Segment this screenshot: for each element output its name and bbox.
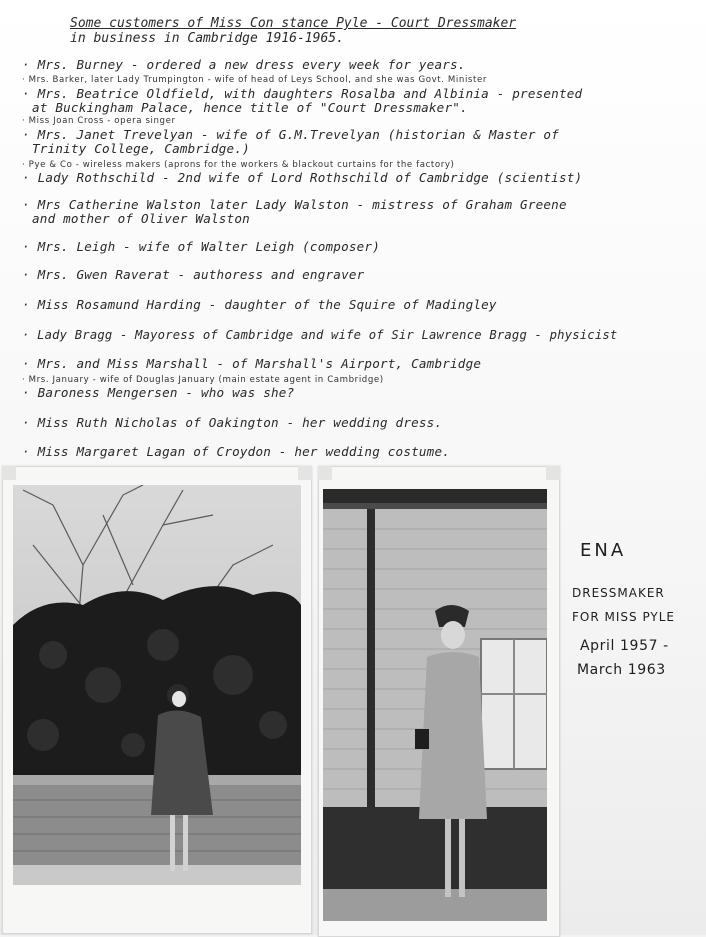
- list-item: · Lady Rothschild - 2nd wife of Lord Rothschild of Cambridge (scientist): [22, 170, 583, 185]
- document-title: [70, 16, 516, 46]
- list-item: · Mrs Catherine Walston later Lady Walston - mistress of Graham Greene: [22, 197, 567, 212]
- list-item: · Mrs. January - wife of Douglas January (main estate agent in Cambridge): [22, 375, 384, 385]
- right-photo-mount: [318, 466, 560, 937]
- list-item: · Lady Bragg - Mayoress of Cambridge and wife of Sir Lawrence Bragg - physicist: [22, 328, 618, 342]
- list-item: · Baroness Mengersen - who was she?: [22, 385, 295, 400]
- list-item: at Buckingham Palace, hence title of "Court Dressmaker".: [32, 100, 468, 115]
- list-item: · Miss Rosamund Harding - daughter of the Squire of Madingley: [22, 297, 497, 312]
- caption-line-2: FOR MISS PYLE: [572, 610, 676, 624]
- list-item: and mother of Oliver Walston: [32, 211, 250, 226]
- list-item: · Mrs. Gwen Raverat - authoress and engraver: [22, 267, 365, 282]
- title-line-1: Some customers of Miss Con stance Pyle - Court Dressmaker: [70, 16, 517, 31]
- list-item: · Pye & Co - wireless makers (aprons for the workers & blackout curtains for the factory): [22, 160, 455, 170]
- caption-name: ENA: [580, 540, 627, 561]
- photo-corner: [318, 466, 332, 480]
- list-item: · Miss Margaret Lagan of Croydon - her wedding costume.: [22, 444, 451, 459]
- photo-corner: [298, 466, 312, 480]
- list-item: · Mrs. and Miss Marshall - of Marshall's Airport, Cambridge: [22, 356, 482, 371]
- photo-corner: [2, 466, 16, 480]
- photo-corner: [546, 466, 560, 480]
- title-line-2: in business in Cambridge 1916-1965.: [70, 31, 344, 46]
- photo-woman-in-coat: [13, 485, 301, 885]
- caption-line-4: March 1963: [577, 662, 666, 678]
- list-item: · Miss Joan Cross - opera singer: [22, 116, 176, 126]
- list-item: Trinity College, Cambridge.): [32, 141, 250, 156]
- caption-line-1: DRESSMAKER: [572, 586, 665, 600]
- list-item: · Mrs. Leigh - wife of Walter Leigh (composer): [22, 239, 380, 254]
- photo-woman-in-suit: [323, 489, 547, 921]
- list-item: · Mrs. Janet Trevelyan - wife of G.M.Trevelyan (historian & Master of: [22, 127, 559, 142]
- list-item: · Mrs. Barker, later Lady Trumpington - wife of head of Leys School, and she was Govt. Minister: [22, 75, 487, 85]
- left-photo-mount: [2, 466, 312, 934]
- list-item: · Mrs. Burney - ordered a new dress every week for years.: [22, 57, 466, 72]
- list-item: · Mrs. Beatrice Oldfield, with daughters Rosalba and Albinia - presented: [22, 86, 583, 101]
- caption-line-3: April 1957 -: [580, 638, 669, 654]
- list-item: · Miss Ruth Nicholas of Oakington - her wedding dress.: [22, 415, 443, 430]
